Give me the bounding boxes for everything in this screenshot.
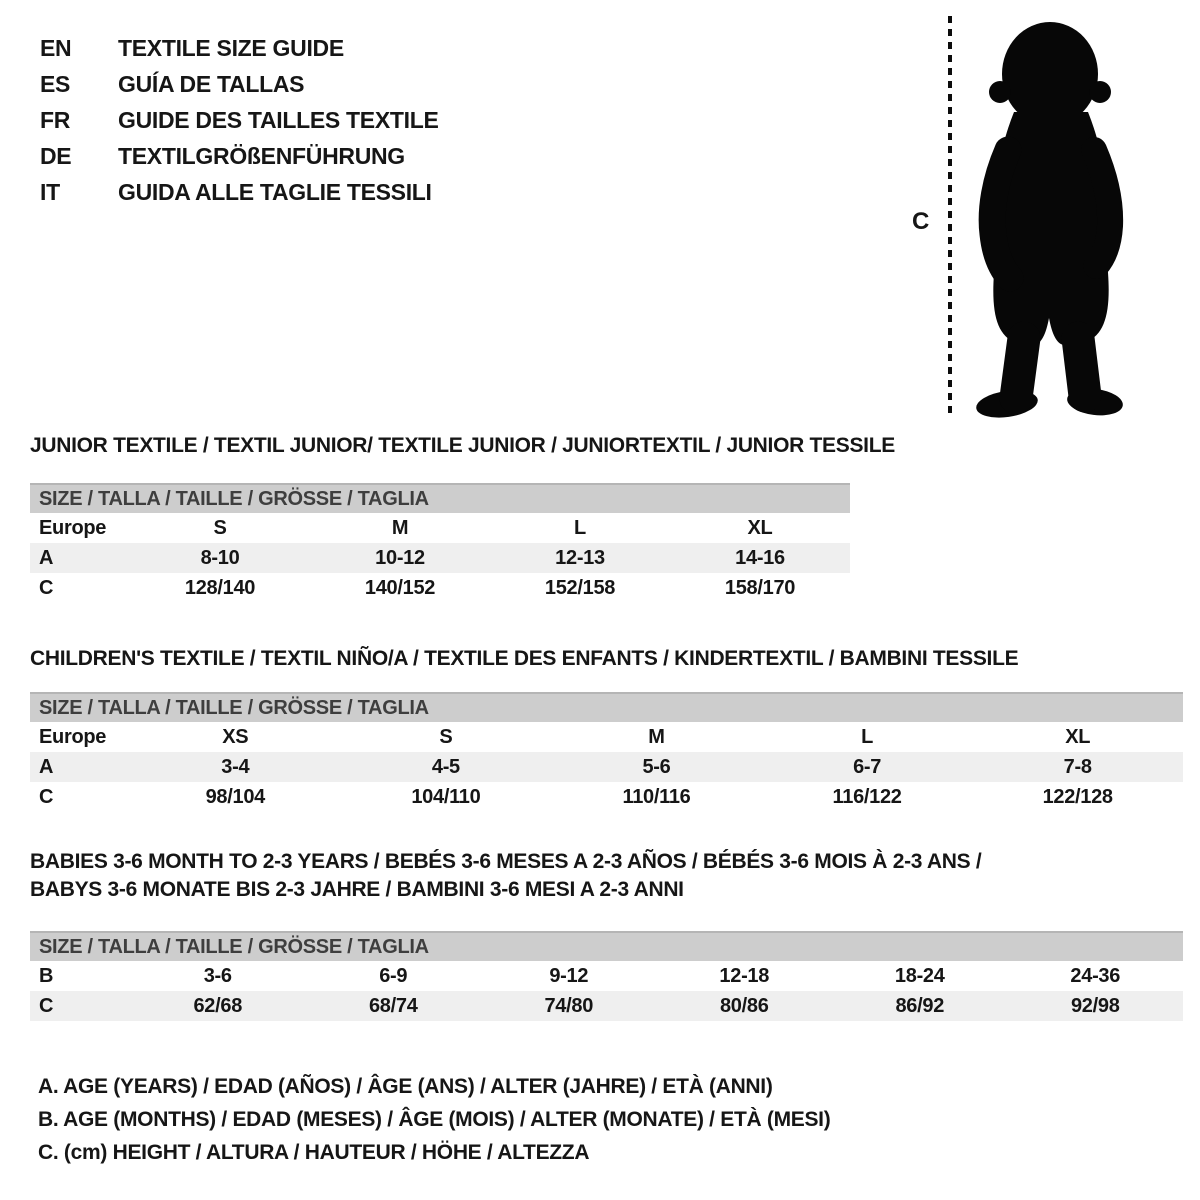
table-cell: XL <box>1065 725 1091 748</box>
table-cell: 6-7 <box>853 755 882 778</box>
section-title-line1: BABIES 3-6 MONTH TO 2-3 YEARS / BEBÉS 3-6 MESES A 2-3 AÑOS / BÉBÉS 3-6 MOIS À 2-3 ANS / <box>30 850 982 873</box>
lang-code: IT <box>40 178 60 205</box>
lang-title: TEXTILGRÖßENFÜHRUNG <box>118 142 405 169</box>
legend-line-c: C. (cm) HEIGHT / ALTURA / HAUTEUR / HÖHE / ALTEZZA <box>38 1141 590 1164</box>
row-label: Europe <box>39 516 107 539</box>
table-cell: 62/68 <box>193 994 243 1017</box>
table-cell: 140/152 <box>364 576 436 599</box>
table-cell: 92/98 <box>1070 994 1120 1017</box>
legend-line-b: B. AGE (MONTHS) / EDAD (MESES) / ÂGE (MOIS) / ALTER (MONATE) / ETÀ (MESI) <box>38 1108 831 1131</box>
lang-row-es <box>40 66 439 102</box>
table-cell: 6-9 <box>379 964 408 987</box>
table-row <box>30 573 850 603</box>
table-cell: 3-6 <box>203 964 232 987</box>
section-title: JUNIOR TEXTILE / TEXTIL JUNIOR/ TEXTILE JUNIOR / JUNIORTEXTIL / JUNIOR TESSILE <box>30 434 895 457</box>
babies-textile-section <box>30 848 1183 1021</box>
table-cell: 9-12 <box>549 964 589 987</box>
table-cell: 10-12 <box>375 546 425 569</box>
table-cell: 4-5 <box>431 755 460 778</box>
table-row <box>30 961 1183 991</box>
lang-title: GUIDA ALLE TAGLIE TESSILI <box>118 178 432 205</box>
lang-code: DE <box>40 142 72 169</box>
table-cell: 110/116 <box>622 785 691 808</box>
table-cell: 74/80 <box>544 994 594 1017</box>
table-row <box>30 722 1183 752</box>
table-cell: 104/110 <box>411 785 481 808</box>
lang-row-de <box>40 138 439 174</box>
height-measure-dashed-line <box>948 16 952 416</box>
table-row <box>30 513 850 543</box>
measure-legend <box>38 1070 830 1169</box>
table-cell: XL <box>747 516 773 539</box>
toddler-silhouette-image <box>962 12 1140 420</box>
table-cell: S <box>439 725 453 748</box>
table-cell: 3-4 <box>221 755 250 778</box>
table-cell: S <box>213 516 227 539</box>
size-table-header: SIZE / TALLA / TAILLE / GRÖSSE / TAGLIA <box>30 483 850 513</box>
table-cell: 14-16 <box>735 546 785 569</box>
row-label: B <box>39 964 54 987</box>
table-cell: 12-18 <box>719 964 770 987</box>
lang-title: TEXTILE SIZE GUIDE <box>118 34 344 61</box>
table-cell: 128/140 <box>184 576 256 599</box>
table-cell: 18-24 <box>894 964 945 987</box>
row-label: C <box>39 576 54 599</box>
table-cell: M <box>648 725 665 748</box>
row-label: C <box>39 785 54 808</box>
table-cell: 98/104 <box>205 785 265 808</box>
legend-line-a: A. AGE (YEARS) / EDAD (AÑOS) / ÂGE (ANS) / ALTER (JAHRE) / ETÀ (ANNI) <box>38 1075 773 1098</box>
row-label: C <box>39 994 54 1017</box>
table-cell: 116/122 <box>832 785 902 808</box>
lang-title: GUIDE DES TAILLES TEXTILE <box>118 106 439 133</box>
lang-code: FR <box>40 106 71 133</box>
table-cell: 8-10 <box>200 546 240 569</box>
lang-row-it <box>40 174 439 210</box>
section-title: CHILDREN'S TEXTILE / TEXTIL NIÑO/A / TEXTILE DES ENFANTS / KINDERTEXTIL / BAMBINI TESSILE <box>30 647 1019 670</box>
lang-title: GUÍA DE TALLAS <box>118 70 305 97</box>
table-cell: 152/158 <box>544 576 616 599</box>
table-cell: 122/128 <box>1042 785 1113 808</box>
section-title-line2: BABYS 3-6 MONATE BIS 2-3 JAHRE / BAMBINI 3-6 MESI A 2-3 ANNI <box>30 878 684 901</box>
table-cell: L <box>574 516 586 539</box>
size-table-header: SIZE / TALLA / TAILLE / GRÖSSE / TAGLIA <box>30 931 1183 961</box>
table-row <box>30 991 1183 1021</box>
table-cell: 86/92 <box>895 994 945 1017</box>
junior-textile-section <box>30 432 895 603</box>
row-label: Europe <box>39 725 107 748</box>
size-table-header: SIZE / TALLA / TAILLE / GRÖSSE / TAGLIA <box>30 692 1183 722</box>
row-label: A <box>39 546 54 569</box>
table-cell: 12-13 <box>555 546 605 569</box>
table-cell: XS <box>222 725 249 748</box>
children-textile-section <box>30 645 1183 812</box>
table-row <box>30 782 1183 812</box>
lang-row-en <box>40 30 439 66</box>
table-cell: 24-36 <box>1070 964 1121 987</box>
table-cell: M <box>391 516 409 539</box>
table-row <box>30 543 850 573</box>
table-cell: 68/74 <box>368 994 418 1017</box>
lang-code: ES <box>40 70 71 97</box>
table-cell: L <box>861 725 874 748</box>
lang-row-fr <box>40 102 439 138</box>
table-cell: 158/170 <box>724 576 796 599</box>
table-row <box>30 752 1183 782</box>
table-cell: 80/86 <box>719 994 769 1017</box>
language-guide <box>40 30 439 210</box>
table-cell: 7-8 <box>1063 755 1092 778</box>
row-label: A <box>39 755 54 778</box>
lang-code: EN <box>40 34 72 61</box>
table-cell: 5-6 <box>642 755 671 778</box>
height-measure-label: C <box>912 208 930 235</box>
